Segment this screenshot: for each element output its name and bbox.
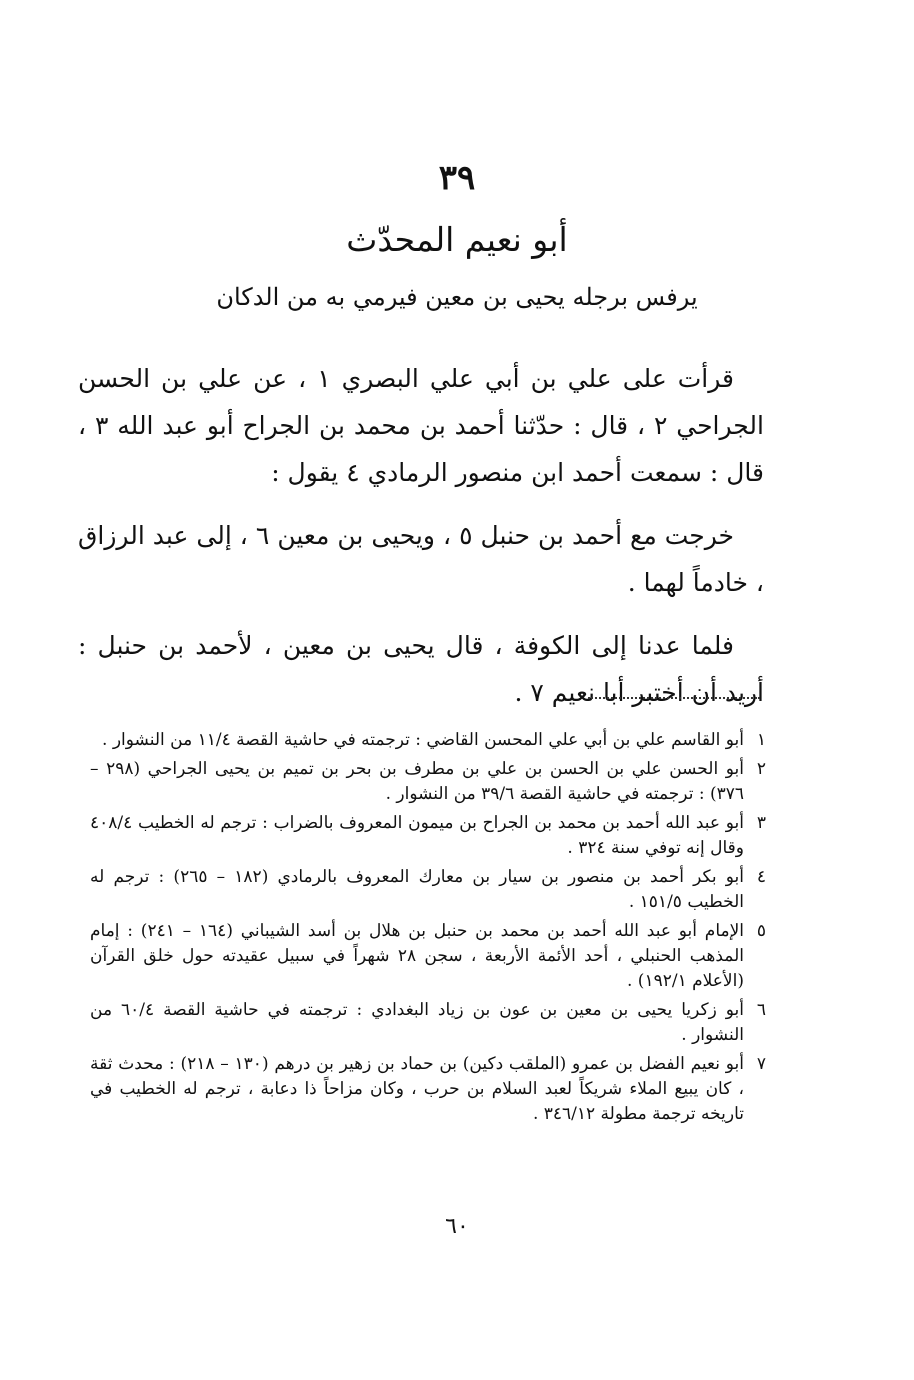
footnote-number: ٣ — [756, 813, 766, 833]
footnote-number: ٢ — [756, 759, 766, 779]
story-number: ٣٩ — [438, 158, 476, 198]
footnote — [90, 865, 766, 915]
footnote-text: أبو بكر أحمد بن منصور بن سيار بن معارك المعروف بالرمادي (١٨٢ – ٢٦٥) : ترجم له الخطيب ١٥١/٥ . — [90, 867, 744, 912]
footnote-text: أبو نعيم الفضل بن عمرو (الملقب دكين) بن حماد بن زهير بن درهم (١٣٠ – ٢١٨) : محدث ثقة ، كان يبيع الملاء شريكاً لعبد السلام بن حرب ، وكان مزاحاً ذا دعابة ، ترجم له الخطيب في تاريخه ترجمة مطولة ٣٤٦/١٢ . — [90, 1054, 744, 1124]
footnote-text: أبو عبد الله أحمد بن محمد بن الجراح بن ميمون المعروف بالضراب : ترجم له الخطيب ٤٠٨/٤ وقال إنه توفي سنة ٣٢٤ . — [90, 813, 744, 858]
footnote-number: ٧ — [756, 1054, 766, 1074]
footnote-text: أبو القاسم علي بن أبي علي المحسن القاضي : ترجمته في حاشية القصة ١١/٤ من النشوار . — [102, 730, 744, 750]
story-subtitle: يرفس برجله يحيى بن معين فيرمي به من الدكان — [216, 283, 698, 311]
story-title: أبو نعيم المحدّث — [346, 220, 568, 259]
body-paragraph: خرجت مع أحمد بن حنبل ٥ ، ويحيى بن معين ٦ ، إلى عبد الرزاق ، خادماً لهما . — [78, 521, 764, 597]
footnotes — [90, 728, 766, 1131]
page-number: ٦٠ — [445, 1214, 469, 1239]
footnote-text: أبو الحسن علي بن الحسن بن علي بن مطرف بن بحر بن تميم بن يحيى الجراحي (٢٩٨ – ٣٧٦) : ترجمته في حاشية القصة ٣٩/٦ من النشوار . — [90, 759, 744, 804]
body-paragraph: فلما عدنا إلى الكوفة ، قال يحيى بن معين ، لأحمد بن حنبل : أريد أن أختبر أبا نعيم ٧ . — [78, 631, 764, 707]
footnote — [90, 919, 766, 994]
footnote — [90, 811, 766, 861]
footnote-text: الإمام أبو عبد الله أحمد بن محمد بن حنبل بن هلال بن أسد الشيباني (١٦٤ – ٢٤١) : إمام المذهب الحنبلي ، أحد الأئمة الأربعة ، سجن ٢٨ شهراً في سبيل عقيدته حول خلق القرآن (الأعلام ١٩٢/١) . — [90, 921, 745, 991]
footnote-number: ١ — [756, 730, 766, 750]
footnote-number: ٤ — [756, 867, 766, 887]
footnote — [90, 757, 766, 807]
footnote-text: أبو زكريا يحيى بن معين بن عون بن زياد البغدادي : ترجمته في حاشية القصة ٦٠/٤ من النشوار . — [90, 1000, 744, 1045]
footnote — [90, 1052, 766, 1127]
footnote-divider — [588, 697, 760, 699]
footnote-number: ٥ — [756, 921, 766, 941]
footnote — [90, 728, 766, 753]
body-paragraph: قرأت على علي بن أبي علي البصري ١ ، عن علي بن الحسن الجراحي ٢ ، قال : حدّثنا أحمد بن محمد بن الجراح أبو عبد الله ٣ ، قال : سمعت أحمد ابن منصور الرمادي ٤ يقول : — [78, 364, 764, 487]
footnote-number: ٦ — [756, 1000, 766, 1020]
body-text — [78, 355, 764, 732]
footnote — [90, 998, 766, 1048]
